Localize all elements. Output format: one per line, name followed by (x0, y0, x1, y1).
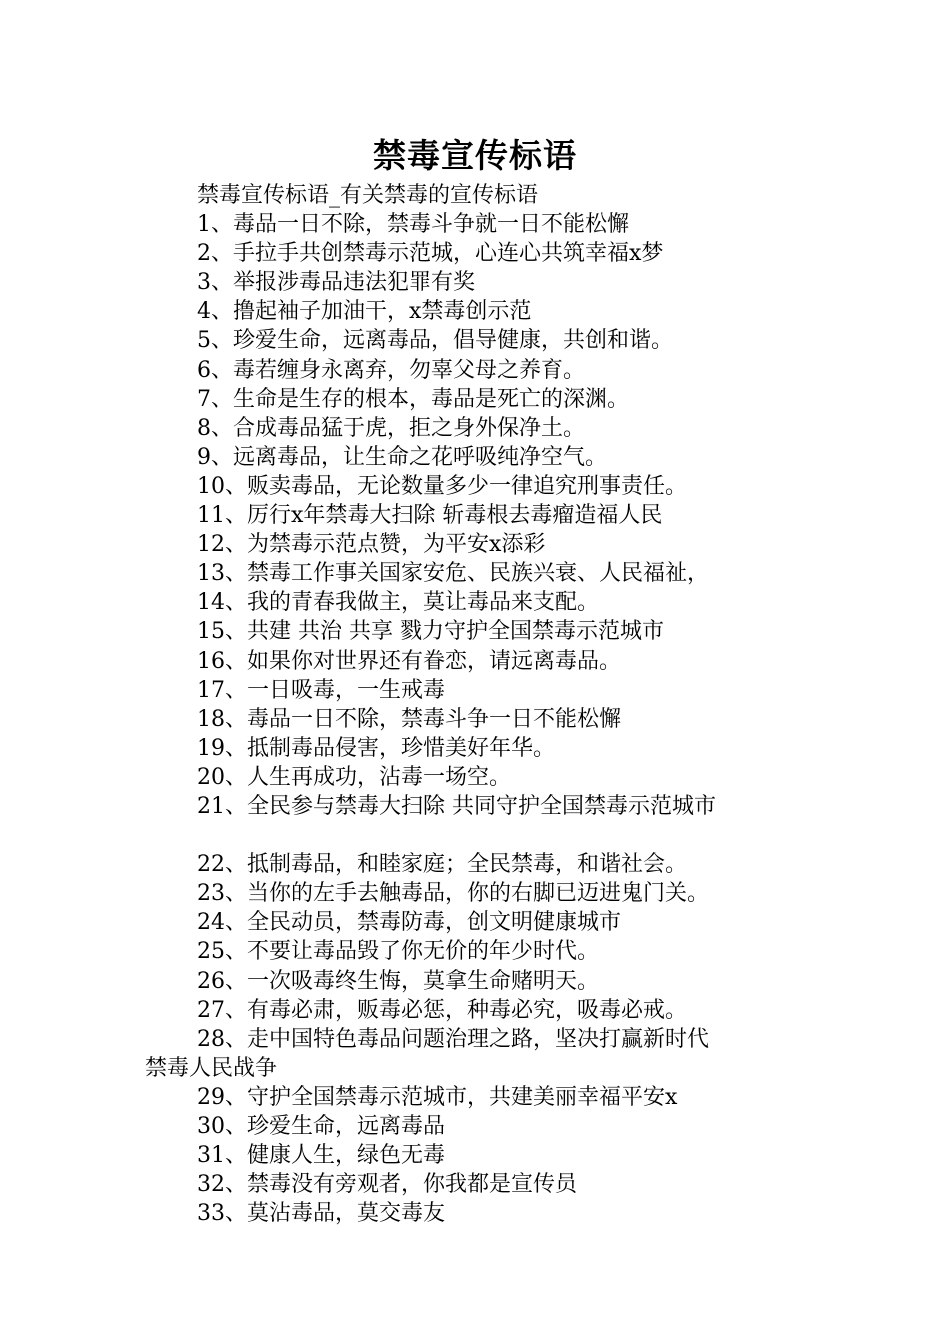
document-body (145, 181, 805, 1228)
slogan-line: 29、守护全国禁毒示范城市，共建美丽幸福平安x (197, 1084, 678, 1110)
slogan-line: 20、人生再成功，沾毒一场空。 (197, 764, 511, 790)
slogan-line: 16、如果你对世界还有眷恋，请远离毒品。 (197, 648, 621, 674)
slogan-line: 13、禁毒工作事关国家安危、民族兴衰、人民福祉， (197, 561, 709, 587)
slogan-line: 18、毒品一日不除，禁毒斗争一日不能松懈 (197, 706, 621, 732)
slogan-line: 33、莫沾毒品，莫交毒友 (197, 1201, 445, 1227)
slogan-line: 28、走中国特色毒品问题治理之路，坚决打赢新时代 (197, 1026, 709, 1052)
slogan-line: 10、贩卖毒品，无论数量多少一律追究刑事责任。 (197, 473, 687, 499)
slogan-line: 26、一次吸毒终生悔，莫拿生命赌明天。 (197, 968, 599, 994)
document-subtitle: 禁毒宣传标语_有关禁毒的宣传标语 (197, 183, 539, 208)
slogan-line: 31、健康人生，绿色无毒 (197, 1143, 445, 1169)
slogan-line: 30、珍爱生命，远离毒品 (197, 1114, 445, 1139)
slogan-line: 17、一日吸毒，一生戒毒 (197, 677, 445, 703)
slogan-line: 23、当你的左手去触毒品，你的右脚已迈进鬼门关。 (197, 881, 709, 907)
slogan-line: 12、为禁毒示范点赞，为平安x添彩 (197, 532, 546, 558)
slogan-line: 4、撸起袖子加油干，x禁毒创示范 (197, 299, 532, 325)
slogan-line: 21、全民参与禁毒大扫除 共同守护全国禁毒示范城市 (197, 793, 716, 819)
slogan-line: 2、手拉手共创禁毒示范城，心连心共筑幸福x梦 (197, 241, 664, 267)
slogan-line: 14、我的青春我做主，莫让毒品来支配。 (197, 590, 599, 616)
slogan-line: 22、抵制毒品，和睦家庭；全民禁毒，和谐社会。 (197, 852, 687, 878)
slogan-line: 6、毒若缠身永离弃，勿辜父母之养育。 (197, 357, 585, 383)
slogan-line: 8、合成毒品猛于虎，拒之身外保净土。 (197, 415, 585, 441)
slogan-line: 15、共建 共治 共享 戮力守护全国禁毒示范城市 (197, 619, 664, 645)
slogan-line-continuation: 禁毒人民战争 (145, 1055, 278, 1081)
slogan-line: 3、举报涉毒品违法犯罪有奖 (197, 270, 475, 296)
document-title: 禁毒宣传标语 (373, 136, 577, 175)
slogan-line: 25、不要让毒品毁了你无价的年少时代。 (197, 939, 599, 965)
slogan-line: 5、珍爱生命，远离毒品，倡导健康，共创和谐。 (197, 328, 673, 354)
slogan-line: 1、毒品一日不除，禁毒斗争就一日不能松懈 (197, 212, 629, 238)
blank-line (145, 821, 805, 850)
slogan-line: 24、全民动员，禁毒防毒，创文明健康城市 (197, 910, 621, 936)
slogan-line: 7、生命是生存的根本，毒品是死亡的深渊。 (197, 386, 629, 412)
slogan-line: 27、有毒必肃，贩毒必惩，种毒必究，吸毒必戒。 (197, 997, 687, 1023)
slogan-line: 9、远离毒品，让生命之花呼吸纯净空气。 (197, 444, 607, 470)
slogan-line: 32、禁毒没有旁观者，你我都是宣传员 (197, 1172, 577, 1198)
slogan-line: 11、厉行x年禁毒大扫除 斩毒根去毒瘤造福人民 (197, 503, 663, 529)
slogan-line: 19、抵制毒品侵害，珍惜美好年华。 (197, 735, 555, 761)
